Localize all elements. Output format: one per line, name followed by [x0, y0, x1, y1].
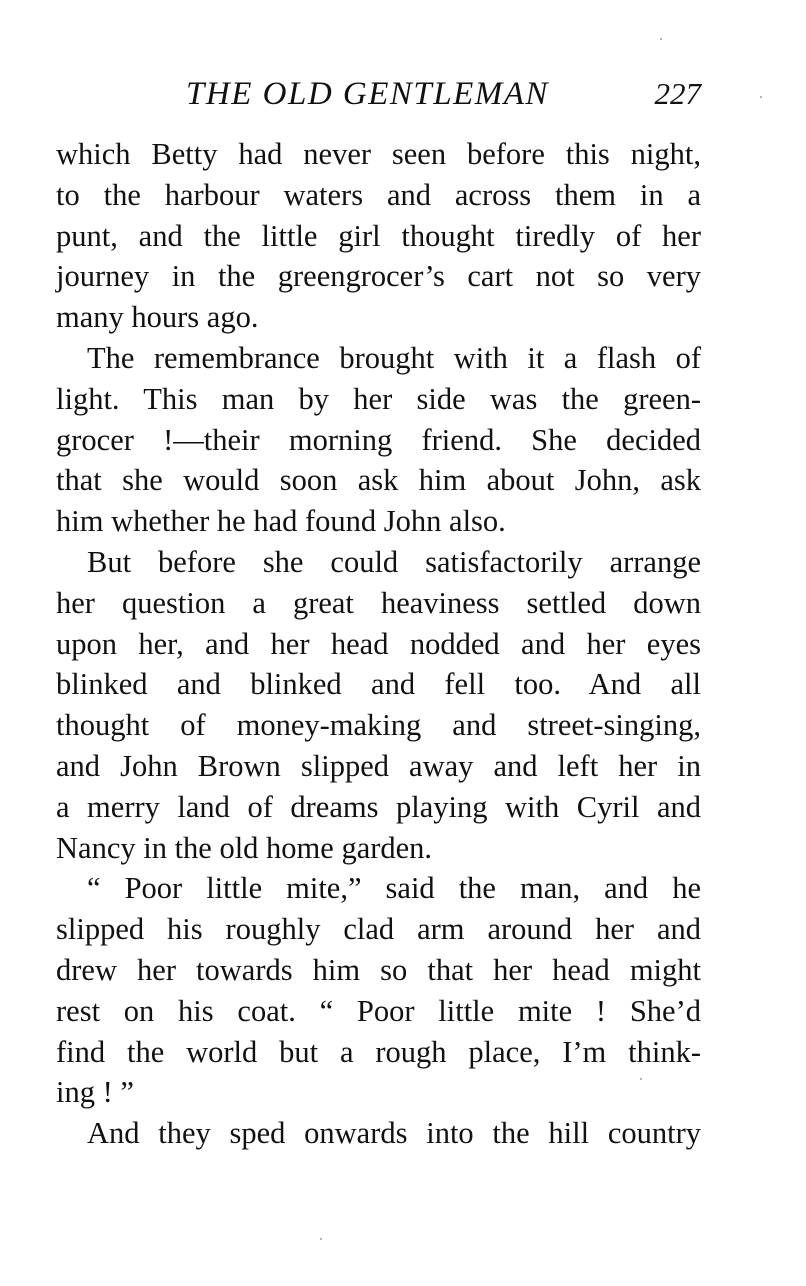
running-head — [56, 72, 701, 116]
text-line: slipped his roughly clad arm around her and — [56, 912, 701, 947]
text-line: blinked and blinked and fell too. And all — [56, 667, 701, 702]
text-line: Nancy in the old home garden. — [56, 830, 433, 865]
text-line: journey in the greengrocer’s cart not so very — [56, 259, 701, 294]
paper-speck — [660, 38, 662, 40]
paper-speck — [640, 1078, 642, 1080]
text-line: many hours ago. — [56, 300, 259, 335]
paper-speck — [320, 1238, 322, 1240]
text-line: And they sped onwards into the hill country — [87, 1116, 701, 1151]
text-line: punt, and the little girl thought tiredly of her — [56, 218, 701, 253]
text-line: light. This man by her side was the green- — [56, 381, 701, 416]
page-number: 227 — [654, 76, 701, 111]
text-line: “ Poor little mite,” said the man, and he — [87, 871, 701, 906]
paper-speck — [760, 96, 762, 98]
text-line: But before she could satisfactorily arrange — [87, 544, 701, 579]
text-line: him whether he had found John also. — [56, 504, 506, 539]
text-line: her question a great heaviness settled down — [56, 585, 701, 620]
text-line: to the harbour waters and across them in a — [56, 177, 701, 212]
text-line: The remembrance brought with it a flash of — [87, 340, 701, 375]
text-line: a merry land of dreams playing with Cyril and — [56, 789, 701, 824]
text-line: drew her towards him so that her head might — [56, 952, 701, 987]
text-line: rest on his coat. “ Poor little mite ! She’d — [56, 993, 701, 1028]
text-line: grocer !—their morning friend. She decided — [56, 422, 701, 457]
text-line: thought of money-making and street-singing, — [56, 708, 701, 743]
text-line: ing ! ” — [56, 1075, 134, 1110]
text-line: that she would soon ask him about John, ask — [56, 463, 701, 498]
text-line: find the world but a rough place, I’m think- — [56, 1034, 701, 1069]
text-line: which Betty had never seen before this night, — [56, 137, 701, 171]
running-title: THE OLD GENTLEMAN — [186, 76, 549, 112]
text-line: upon her, and her head nodded and her eyes — [56, 626, 701, 661]
text-line: and John Brown slipped away and left her in — [56, 748, 701, 783]
body-text — [56, 134, 701, 1154]
